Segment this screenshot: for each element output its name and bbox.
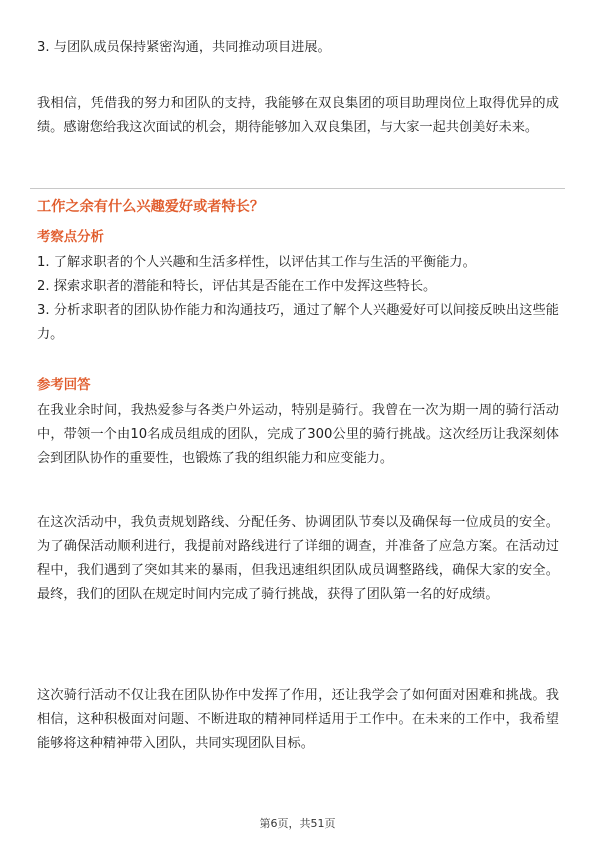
intro-closing-paragraph: 我相信，凭借我的努力和团队的支持，我能够在双良集团的项目助理岗位上取得优异的成绩。感谢您给我这次面试的机会，期待能够加入双良集团，与大家一起共创美好未来。 [37, 96, 559, 135]
answer-paragraph: 在我业余时间，我热爱参与各类户外运动，特别是骑行。我曾在一次为期一周的骑行活动中，带领一个由10名成员组成的团队，完成了300公里的骑行挑战。这次经历让我深刻体会到团队协作的重要性，也锻炼了我的组织能力和应变能力。 [37, 403, 559, 466]
intro-item-3: 3. 与团队成员保持紧密沟通，共同推动项目进展。 [37, 40, 331, 55]
answer-paragraph: 在这次活动中，我负责规划路线、分配任务、协调团队节奏以及确保每一位成员的安全。为了确保活动顺利进行，我提前对路线进行了详细的调查，并准备了应急方案。在活动过程中，我们遇到了突如其来的暴雨，但我迅速组织团队成员调整路线，确保大家的安全。最终，我们的团队在规定时间内完成了骑行挑战，获得了团队第一名的好成绩。 [37, 515, 559, 602]
analysis-heading: 考察点分析 [37, 230, 104, 245]
analysis-item: 2. 探索求职者的潜能和特长，评估其是否能在工作中发挥这些特长。 [37, 279, 437, 294]
analysis-list [37, 251, 559, 347]
answer-paragraph: 这次骑行活动不仅让我在团队协作中发挥了作用，还让我学会了如何面对困难和挑战。我相信，这种积极面对问题、不断进取的精神同样适用于工作中。在未来的工作中，我希望能够将这种精神带入团队，共同实现团队目标。 [37, 688, 559, 751]
page-number: 第6页，共51页 [259, 817, 336, 830]
analysis-item: 3. 分析求职者的团队协作能力和沟通技巧，通过了解个人兴趣爱好可以间接反映出这些能力。 [37, 303, 559, 342]
section-divider [30, 188, 565, 189]
answer-heading: 参考回答 [37, 378, 91, 393]
analysis-item: 1. 了解求职者的个人兴趣和生活多样性，以评估其工作与生活的平衡能力。 [37, 255, 476, 270]
question-title: 工作之余有什么兴趣爱好或者特长？ [37, 199, 265, 215]
